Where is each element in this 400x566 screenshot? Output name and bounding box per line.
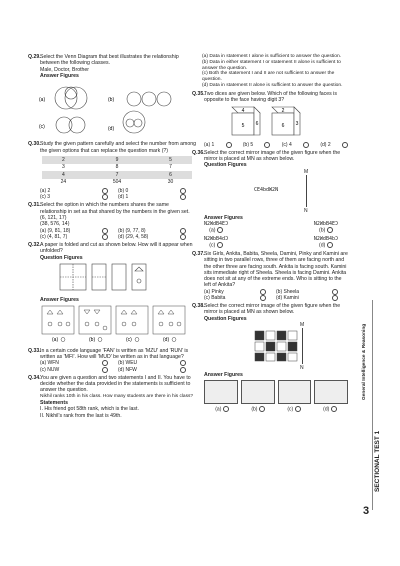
table-cell: 24 bbox=[60, 179, 67, 186]
option-b[interactable]: (b) Data in either statement I or statement II alone is sufficient to answer the question. bbox=[202, 59, 341, 71]
question-text: In a certain code language 'FAN' is written as 'MZU' and 'RUN' is written as 'MFI'. How will 'MUD' be written as in that language? bbox=[40, 347, 189, 361]
mirror-question-figure bbox=[204, 169, 348, 215]
option-label-d: (d) bbox=[323, 406, 330, 413]
answer-figure-c[interactable] bbox=[116, 306, 148, 334]
question-number: Q.30. bbox=[28, 141, 41, 148]
option-label-c: (c) bbox=[39, 124, 45, 131]
option-d[interactable]: (d) (29, 4, 58) bbox=[118, 233, 149, 240]
dice-1-top: 4 bbox=[241, 108, 245, 115]
table-cell: 7 bbox=[169, 164, 172, 171]
option-circle-icon[interactable] bbox=[102, 228, 108, 234]
option-circle-icon[interactable] bbox=[135, 337, 139, 341]
options-row bbox=[204, 295, 348, 301]
option-b[interactable]: (b) (9, 77, 8) bbox=[118, 227, 146, 234]
answer-figure-b[interactable]: N2WbB4EƆ bbox=[313, 221, 338, 228]
option-c[interactable]: (c) (4, 81, 7) bbox=[40, 233, 68, 240]
option-circle-icon[interactable] bbox=[102, 194, 108, 200]
table-cell: 4 bbox=[42, 171, 85, 178]
option-b[interactable]: (b) 5 bbox=[242, 141, 254, 148]
answer-figures-label: Answer Figures bbox=[204, 372, 243, 379]
option-label-b: (b) bbox=[108, 97, 115, 104]
options-row bbox=[40, 367, 196, 373]
option-label-c: (c) bbox=[287, 406, 294, 413]
option-label-d: (d) bbox=[163, 336, 170, 343]
option-d[interactable]: (d) NFW bbox=[118, 366, 137, 373]
option-label-b: (b) bbox=[251, 406, 258, 413]
question-figures-label: Question Figures bbox=[40, 254, 83, 261]
option-label-a: (a) bbox=[39, 97, 46, 104]
option-circle-icon[interactable] bbox=[180, 360, 186, 366]
dice-2-side: 3 bbox=[295, 121, 299, 128]
option-b[interactable]: (b) WEU bbox=[118, 360, 138, 367]
mirror-grid-figure bbox=[254, 330, 298, 362]
table-cell: 8 bbox=[115, 164, 119, 171]
option-circle-icon[interactable] bbox=[217, 242, 223, 248]
option-d[interactable]: (d) Kamini bbox=[276, 294, 299, 301]
question-number: Q.36. bbox=[192, 149, 205, 156]
option-c[interactable]: (c) Babita bbox=[204, 294, 226, 301]
option-c[interactable]: (c) 3 bbox=[40, 194, 50, 201]
right-column bbox=[192, 54, 348, 415]
venn-d bbox=[123, 111, 145, 133]
option-c[interactable]: (c) NUW bbox=[40, 366, 60, 373]
question-text: Six Girls, Ankita, Babita, Sheela, Damini, Pinky and Kamini are sitting in two parallel rows, three of them are facing north and the other three are facing south. Ankita is facing south. Kamini sits immediate right of Sheela. Sheela is facing Damini. Ankita does not sit at any of the extreme ends. Who is sitting to the left of Ankita? bbox=[204, 251, 348, 289]
answer-figure-d[interactable] bbox=[153, 306, 185, 334]
question-number: Q.33. bbox=[28, 347, 41, 354]
option-label-a: (a) bbox=[52, 336, 59, 343]
answer-figure-a[interactable] bbox=[204, 380, 238, 404]
options-row bbox=[40, 234, 196, 240]
question-figures-label: Question Figures bbox=[204, 162, 247, 169]
option-label-a: (a) bbox=[215, 406, 222, 413]
option-circle-icon[interactable] bbox=[180, 188, 186, 194]
option-circle-icon[interactable] bbox=[303, 142, 309, 148]
fold-step-2 bbox=[92, 264, 106, 290]
dice-1-side: 6 bbox=[255, 121, 259, 128]
left-column bbox=[28, 54, 196, 421]
option-label-d: (d) bbox=[319, 242, 326, 249]
answer-figures-row bbox=[204, 380, 348, 404]
option-c[interactable]: (c) 4 bbox=[281, 141, 292, 148]
mirror-line bbox=[306, 175, 307, 207]
option-circle-icon[interactable] bbox=[332, 289, 338, 295]
question-number: Q.37. bbox=[192, 251, 205, 257]
option-a[interactable]: (a) Pinky bbox=[204, 288, 224, 295]
option-d[interactable]: (d) 1 bbox=[118, 194, 129, 201]
option-circle-icon[interactable] bbox=[260, 289, 266, 295]
option-a[interactable]: (a) 1 bbox=[204, 141, 215, 148]
venn-a bbox=[55, 87, 87, 109]
table-row bbox=[42, 171, 192, 178]
venn-b bbox=[127, 92, 171, 106]
table-row bbox=[42, 179, 192, 186]
option-circle-icon[interactable] bbox=[226, 142, 232, 148]
option-circle-icon[interactable] bbox=[217, 227, 223, 233]
answer-figure-a[interactable]: N2WdB4EƆ bbox=[204, 221, 229, 228]
question-text: Select the option in which the numbers shares the same relationship in set as that shared by the numbers in the given set. bbox=[40, 202, 190, 215]
given-set-2: (38, 576, 14) bbox=[40, 221, 70, 228]
option-circle-icon[interactable] bbox=[102, 188, 108, 194]
options-row bbox=[204, 142, 348, 148]
option-a[interactable]: (a) 2 bbox=[40, 188, 51, 195]
question-number: Q.35. bbox=[192, 90, 205, 97]
sidebar bbox=[360, 300, 384, 520]
question-text: Select the correct mirror image of the given figure when the mirror is placed at MN as shown below. bbox=[204, 149, 341, 163]
mirror-line bbox=[302, 328, 303, 364]
table-cell: 504 bbox=[112, 179, 122, 186]
option-label-c: (c) bbox=[126, 336, 132, 343]
answer-figure-c[interactable] bbox=[278, 380, 312, 404]
question-classes: Male, Doctor, Brother bbox=[40, 66, 90, 73]
table-cell: 7 bbox=[85, 171, 149, 178]
subject-label: General Intelligence & Reasoning bbox=[362, 323, 367, 400]
given-set-1: (6, 121, 17) bbox=[40, 215, 67, 222]
option-label-b: (b) bbox=[89, 336, 96, 343]
option-circle-icon[interactable] bbox=[98, 337, 102, 341]
option-a[interactable]: (a) (9, 81, 18) bbox=[40, 227, 71, 234]
fold-step-3 bbox=[112, 264, 126, 290]
page-number: 3 bbox=[363, 505, 370, 517]
option-c[interactable]: (c) Both the statement I and II are not sufficient to answer the question. bbox=[202, 71, 335, 83]
sidebar-divider bbox=[372, 300, 373, 510]
question-number: Q.34. bbox=[28, 374, 41, 381]
option-circle-icon[interactable] bbox=[331, 406, 337, 412]
question-figures-label: Question Figures bbox=[204, 315, 247, 322]
question-33 bbox=[28, 348, 196, 373]
dice-1-front: 5 bbox=[241, 123, 245, 130]
option-circle-icon[interactable] bbox=[259, 406, 265, 412]
table-cell: 5 bbox=[149, 156, 192, 163]
option-label-c: (c) bbox=[209, 242, 216, 249]
option-circle-icon[interactable] bbox=[332, 295, 338, 301]
option-circle-icon[interactable] bbox=[102, 360, 108, 366]
answer-figure-c[interactable]: N2WbB4dƆ bbox=[204, 236, 229, 243]
mirror-question-figure bbox=[204, 322, 348, 372]
question-text: Select the correct mirror image of the given figure when the mirror is placed at MN as shown below. bbox=[204, 303, 341, 316]
mirror-label-n: N bbox=[304, 207, 308, 214]
option-label-b: (b) bbox=[319, 227, 326, 234]
option-b[interactable]: (b) 0 bbox=[118, 188, 129, 195]
option-circle-icon[interactable] bbox=[342, 142, 348, 148]
option-label-d: (d) bbox=[108, 126, 115, 133]
option-a[interactable]: (a) WFN bbox=[40, 360, 59, 367]
option-circle-icon[interactable] bbox=[61, 337, 65, 341]
option-b[interactable]: (b) Sheela bbox=[276, 288, 300, 295]
option-circle-icon[interactable] bbox=[223, 406, 229, 412]
number-table bbox=[42, 156, 192, 186]
question-sub: Nikhil ranks 10th in his class. How many students are there in his class? bbox=[40, 393, 194, 399]
question-34 bbox=[28, 375, 196, 419]
fold-step-4 bbox=[132, 264, 146, 290]
fold-question-figures bbox=[40, 261, 180, 295]
answer-labels-row bbox=[204, 406, 348, 413]
question-35 bbox=[192, 91, 348, 148]
option-circle-icon[interactable] bbox=[102, 367, 108, 373]
mirror-label-m: M bbox=[300, 322, 305, 329]
option-circle-icon[interactable] bbox=[327, 227, 333, 233]
option-circle-icon[interactable] bbox=[172, 337, 176, 341]
option-d[interactable]: (d) 2 bbox=[320, 141, 331, 148]
option-circle-icon[interactable] bbox=[180, 234, 186, 240]
statements-heading: Statements bbox=[40, 399, 68, 406]
mirror-label-n: N bbox=[300, 365, 304, 372]
option-a[interactable]: (a) Data in statement I alone is sufficient to answer the question. bbox=[202, 54, 342, 59]
table-cell: 6 bbox=[149, 171, 192, 178]
answer-figures-label: Answer Figures bbox=[204, 214, 243, 221]
question-text: You are given a question and two statements I and II. You have to decide whether the data provided in the statements is sufficient to answer the question. bbox=[40, 374, 191, 394]
question-29 bbox=[28, 54, 196, 139]
question-36 bbox=[192, 150, 348, 249]
answer-figure-b[interactable] bbox=[241, 380, 275, 404]
answer-row bbox=[204, 236, 348, 249]
test-label: SECTIONAL TEST 1 bbox=[374, 430, 381, 492]
question-number: Q.32. bbox=[28, 242, 41, 249]
option-circle-icon[interactable] bbox=[180, 194, 186, 200]
question-text: A paper is folded and cut as shown below. How will it appear when unfolded? bbox=[40, 242, 193, 255]
table-cell: 9 bbox=[85, 156, 149, 163]
dice-2-top: 2 bbox=[281, 108, 285, 115]
table-row bbox=[42, 164, 192, 171]
answer-figure-d[interactable] bbox=[314, 380, 348, 404]
venn-options bbox=[40, 79, 196, 137]
option-circle-icon[interactable] bbox=[264, 142, 270, 148]
option-circle-icon[interactable] bbox=[295, 406, 301, 412]
question-number: Q.31. bbox=[28, 202, 41, 209]
option-label-a: (a) bbox=[209, 227, 216, 234]
question-37 bbox=[192, 251, 348, 301]
answer-figures-label: Answer Figures bbox=[40, 297, 79, 304]
option-circle-icon[interactable] bbox=[260, 295, 266, 301]
dice-2-front: 6 bbox=[281, 123, 285, 130]
venn-c bbox=[56, 117, 85, 133]
answer-figure-d[interactable]: N2WdB4bƆ bbox=[313, 236, 338, 243]
options-row bbox=[40, 194, 196, 200]
table-cell: 30 bbox=[167, 179, 174, 186]
dice-figures bbox=[204, 103, 324, 139]
table-row bbox=[42, 156, 192, 163]
option-d[interactable]: (d) Data in statement II alone is sufficient to answer the question. bbox=[202, 82, 343, 88]
table-cell: 3 bbox=[62, 164, 65, 171]
statement-1: I. His friend got 58th rank, which is the last. bbox=[40, 406, 139, 413]
fold-answer-figures bbox=[40, 304, 192, 344]
question-text: Select the Venn Diagram that best illustrates the relationship between the following classes. bbox=[40, 54, 179, 67]
question-34-options bbox=[192, 54, 348, 89]
question-number: Q.38. bbox=[192, 303, 205, 310]
question-text: Study the given pattern carefully and select the number from among the given options that can replace the question mark (?) bbox=[40, 141, 196, 154]
question-38 bbox=[192, 303, 348, 413]
question-31 bbox=[28, 202, 196, 240]
table-cell: 2 bbox=[42, 156, 85, 163]
answer-figure-a[interactable] bbox=[42, 306, 74, 334]
mirror-word: CE4bdW2N bbox=[254, 186, 279, 193]
option-circle-icon[interactable] bbox=[180, 367, 186, 373]
question-32 bbox=[28, 242, 196, 346]
option-circle-icon[interactable] bbox=[102, 234, 108, 240]
answer-row bbox=[204, 221, 348, 234]
statement-2: II. Nikhil's rank from the last is 49th. bbox=[40, 412, 122, 419]
answer-figures-label: Answer Figures bbox=[40, 72, 79, 79]
question-30 bbox=[28, 141, 196, 200]
option-circle-icon[interactable] bbox=[180, 228, 186, 234]
question-number: Q.29. bbox=[28, 54, 41, 60]
question-text: Two dices are given below. Which of the following faces is opposite to the face having digit 3? bbox=[204, 90, 337, 104]
option-circle-icon[interactable] bbox=[327, 242, 333, 248]
mirror-label-m: M bbox=[304, 168, 309, 175]
